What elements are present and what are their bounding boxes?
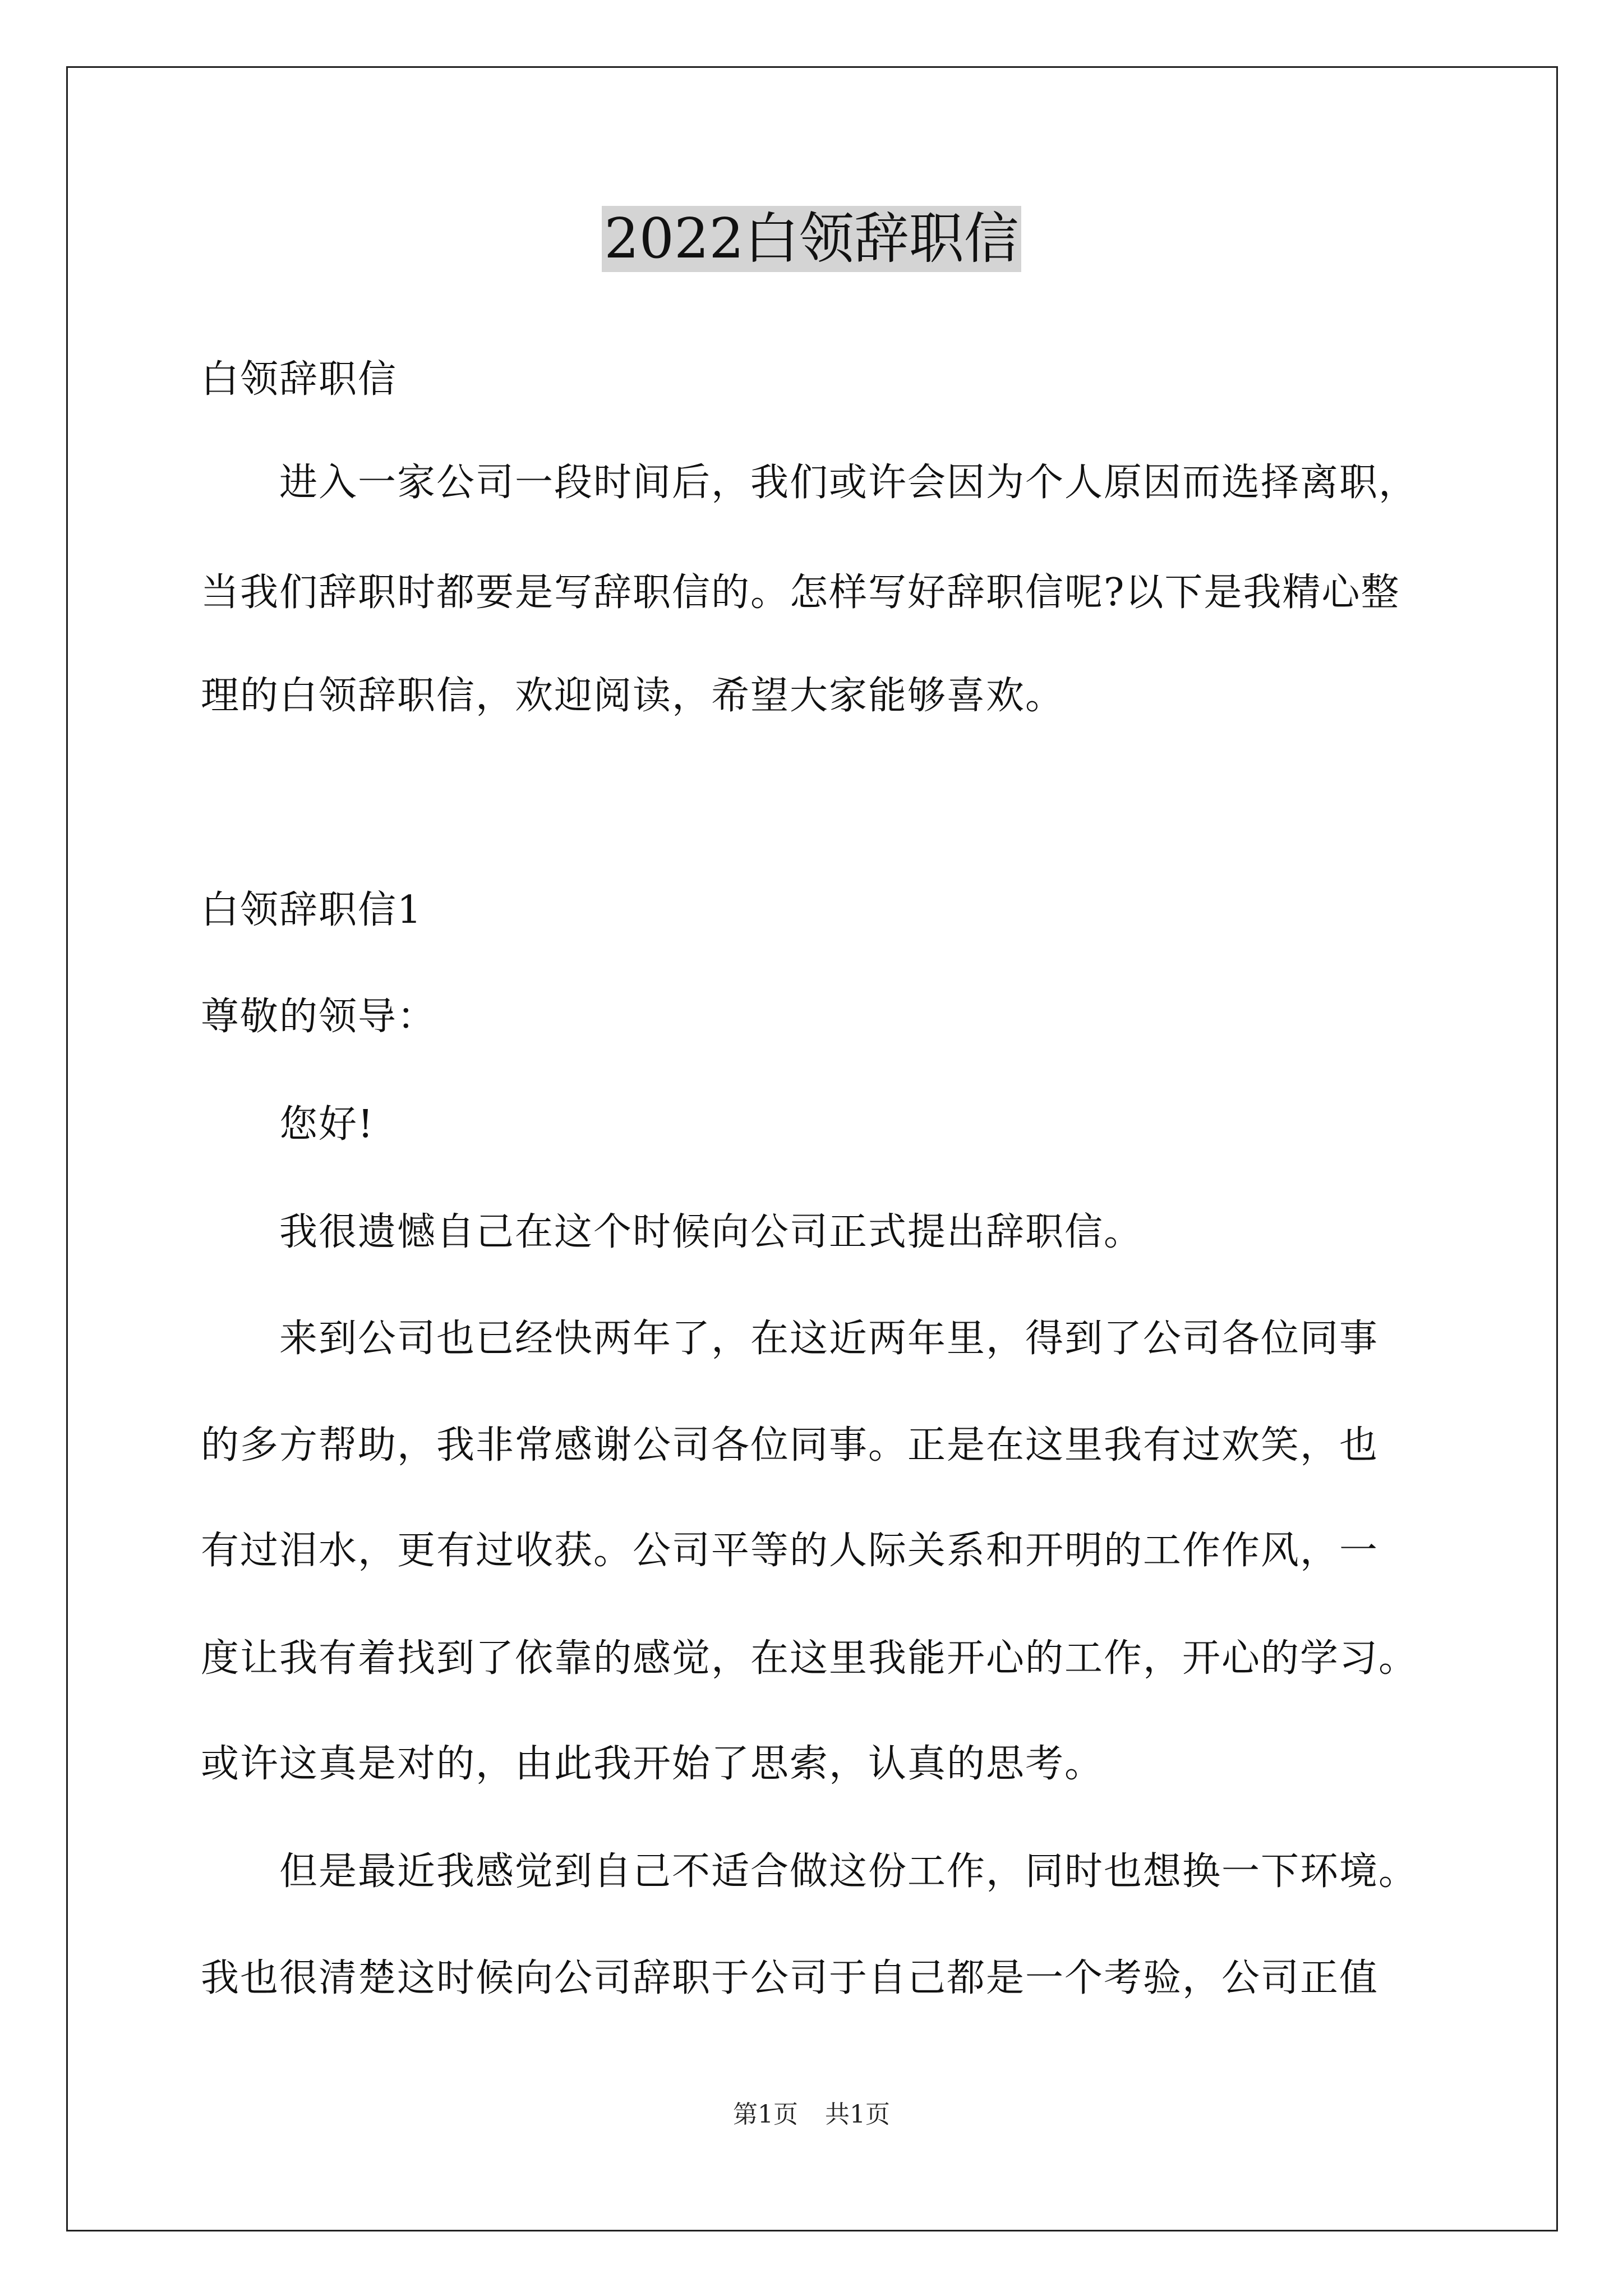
section-heading: 白领辞职信1 [201, 888, 423, 932]
paragraph-line: 的多方帮助，我非常感谢公司各位同事。正是在这里我有过欢笑，也 [201, 1423, 1379, 1467]
paragraph-line: 我很遗憾自己在这个时候向公司正式提出辞职信。 [279, 1210, 1144, 1254]
paragraph-line: 度让我有着找到了依靠的感觉，在这里我能开心的工作，开心的学习。 [201, 1636, 1418, 1681]
document-title-text: 2022白领辞职信 [602, 206, 1021, 272]
page-number: 第1页 [733, 2100, 798, 2129]
greeting: 您好! [279, 1102, 375, 1147]
salutation: 尊敬的领导： [201, 995, 437, 1039]
paragraph-line: 或许这真是对的，由此我开始了思索，认真的思考。 [201, 1742, 1104, 1786]
document-title [0, 203, 1623, 275]
page-total: 共1页 [825, 2100, 890, 2129]
subtitle: 白领辞职信 [201, 357, 398, 402]
intro-line: 当我们辞职时都要是写辞职信的。怎样写好辞职信呢?以下是我精心整 [201, 570, 1400, 615]
paragraph-line: 但是最近我感觉到自己不适合做这份工作，同时也想换一下环境。 [279, 1849, 1418, 1894]
page-footer [0, 2098, 1623, 2132]
paragraph-line: 有过泪水，更有过收获。公司平等的人际关系和开明的工作作风，一 [201, 1529, 1379, 1573]
paragraph-line: 来到公司也已经快两年了，在这近两年里，得到了公司各位同事 [279, 1317, 1379, 1361]
paragraph-line: 我也很清楚这时候向公司辞职于公司于自己都是一个考验，公司正值 [201, 1956, 1379, 2000]
intro-line: 进入一家公司一段时间后，我们或许会因为个人原因而选择离职， [279, 461, 1418, 505]
intro-line: 理的白领辞职信，欢迎阅读，希望大家能够喜欢。 [201, 674, 1065, 718]
